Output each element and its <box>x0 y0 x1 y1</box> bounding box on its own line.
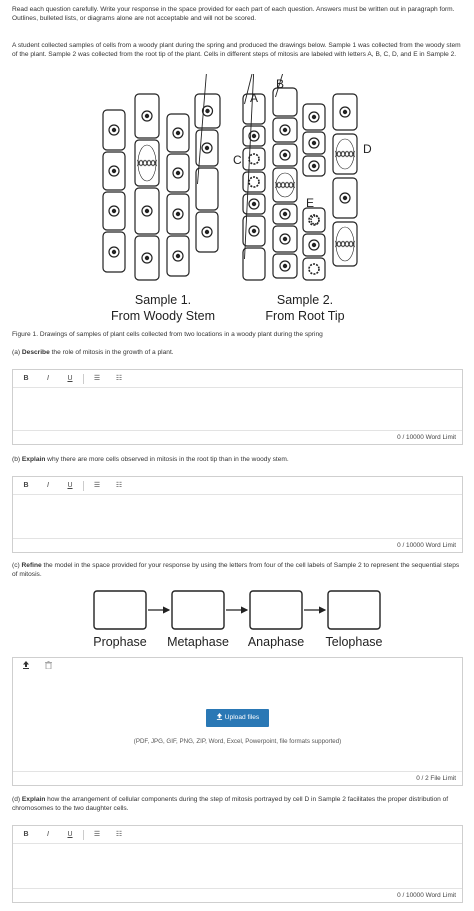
upload-files-button[interactable]: Upload files <box>206 709 269 727</box>
underline-button[interactable]: U <box>67 374 73 382</box>
sample-2-label: Sample 2. <box>276 293 334 307</box>
word-limit-counter: 0 / 10000 Word Limit <box>13 888 462 902</box>
cell-label-b: B <box>276 77 285 91</box>
answer-editor-b[interactable] <box>12 476 463 553</box>
cell-label-c: C <box>233 153 242 167</box>
mitosis-sequence-model <box>88 586 388 652</box>
sample-1-label: Sample 1. <box>134 293 192 307</box>
underline-button[interactable]: U <box>67 481 73 489</box>
italic-button[interactable]: I <box>47 374 49 382</box>
question-b-text: (b) Explain why there are more cells observed in mitosis in the root tip than in the woody stem. <box>12 456 289 463</box>
condensed-chromatin <box>249 177 259 187</box>
italic-button[interactable]: I <box>47 830 49 838</box>
file-limit-counter: 0 / 2 File Limit <box>13 771 462 785</box>
plant-cell <box>243 172 265 192</box>
figure-cell-drawings <box>95 74 385 329</box>
plant-cell <box>196 168 218 210</box>
plant-cell <box>243 248 265 280</box>
sample-2-sublabel: From Root Tip <box>265 309 345 323</box>
upload-toolbar <box>13 658 462 676</box>
phase-box-1[interactable] <box>94 591 146 629</box>
underline-button[interactable]: U <box>67 830 73 838</box>
phase-label-telophase: Telophase <box>325 635 383 649</box>
answer-editor-d[interactable] <box>12 825 463 903</box>
plant-cell <box>303 258 325 280</box>
condensed-chromatin <box>309 264 319 274</box>
phase-label-metaphase: Metaphase <box>167 635 229 649</box>
numbered-list-icon[interactable]: ☷ <box>115 830 123 838</box>
bullet-list-icon[interactable]: ☰ <box>93 374 101 382</box>
question-intro-text: A student collected samples of cells from a woody plant during the spring and produced the drawings below. Sample 1 was collected from the woody stem of the plant. Sample 2 was collected from the root tip of the plant. Cells in different steps of mitosis are labeled with letters A, B, C, D, and E in Sample 2. <box>12 42 461 58</box>
bold-button[interactable]: B <box>23 481 29 489</box>
italic-button[interactable]: I <box>47 481 49 489</box>
numbered-list-icon[interactable]: ☷ <box>115 374 123 382</box>
bold-button[interactable]: B <box>23 374 29 382</box>
sample-1-cells <box>103 74 220 280</box>
phase-box-4[interactable] <box>328 591 380 629</box>
plant-cell <box>303 208 325 232</box>
word-limit-counter: 0 / 10000 Word Limit <box>13 538 462 552</box>
supported-formats-text: (PDF, JPG, GIF, PNG, ZIP, Word, Excel, Powerpoint, file formats supported) <box>133 738 342 745</box>
cell-label-d: D <box>363 142 372 156</box>
trash-icon[interactable] <box>43 661 53 672</box>
question-c-text: (c) Refine the model in the space provided for your response by using the letters from four of the cell labels of Sample 2 to represent the sequential steps of mitosis. <box>12 562 460 578</box>
bullet-list-icon[interactable]: ☰ <box>93 481 101 489</box>
bold-button[interactable]: B <box>23 830 29 838</box>
condensed-chromatin <box>249 154 259 164</box>
cell-label-e: E <box>306 196 315 210</box>
phase-label-prophase: Prophase <box>93 635 147 649</box>
cell-e-chromatin <box>311 216 319 224</box>
cell-label-a: A <box>250 91 259 105</box>
phase-box-2[interactable] <box>172 591 224 629</box>
upload-icon[interactable] <box>21 661 31 672</box>
plant-cell <box>243 148 265 170</box>
instructions-text: Read each question carefully. Write your response in the space provided for each part of each question. Answers must be written out in paragraph form. Outlines, bulleted lists, or diagrams alone are not acceptable and will not be scored. <box>12 6 455 22</box>
sample-2-cells <box>243 74 357 280</box>
bullet-list-icon[interactable]: ☰ <box>93 830 101 838</box>
toolbar-divider <box>83 830 84 840</box>
numbered-list-icon[interactable]: ☷ <box>115 481 123 489</box>
question-a-text: (a) Describe the role of mitosis in the growth of a plant. <box>12 349 174 356</box>
toolbar-divider <box>83 374 84 384</box>
phase-label-anaphase: Anaphase <box>247 635 305 649</box>
answer-editor-a[interactable] <box>12 369 463 445</box>
figure-caption: Figure 1. Drawings of samples of plant cells collected from two locations in a woody plant during the spring <box>12 331 323 338</box>
toolbar-divider <box>83 481 84 491</box>
upload-button-wrap <box>13 709 462 727</box>
question-d-text: (d) Explain how the arrangement of cellular components during the step of mitosis portrayed by cell D in Sample 2 facilitates the proper distribution of chromosomes to the two daughter cells. <box>12 796 449 812</box>
word-limit-counter: 0 / 10000 Word Limit <box>13 430 462 444</box>
sample-1-sublabel: From Woody Stem <box>111 309 215 323</box>
editor-toolbar <box>13 370 462 388</box>
editor-toolbar <box>13 477 462 495</box>
upload-panel-c <box>12 657 463 786</box>
editor-toolbar <box>13 826 462 844</box>
phase-box-3[interactable] <box>250 591 302 629</box>
